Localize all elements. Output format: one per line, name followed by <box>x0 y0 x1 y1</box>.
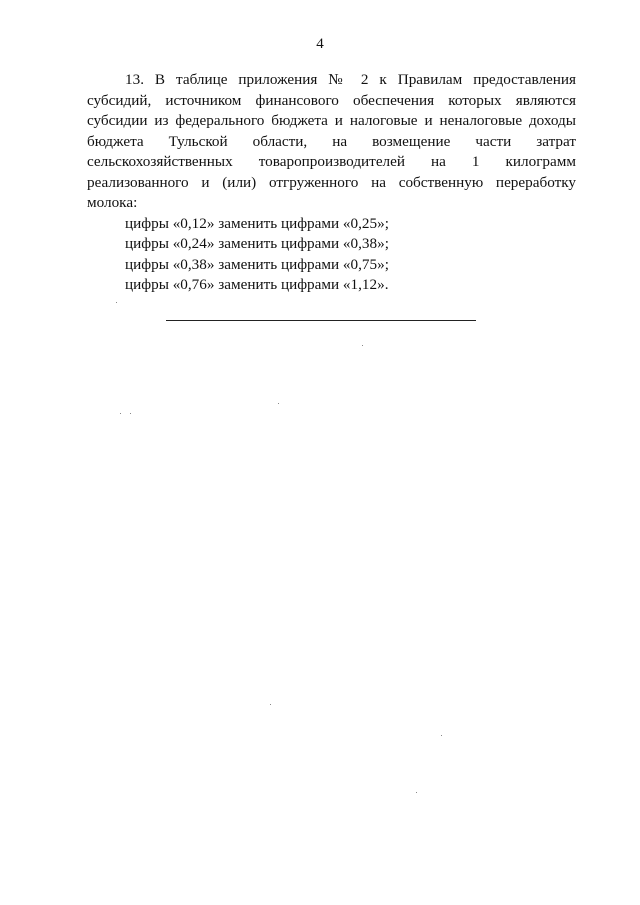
amendment-paragraph: 13. В таблице приложения № 2 к Правилам предоставления субсидий, источником финансового обеспечения которых являются субсидии из федерального бюджета и налоговые и неналоговые доходы бюджета Тульской области, на возмещение части затрат сельскохозяйственных товаропроизводителей на 1 килограмм реализованного и (или) отгруженного на собственную переработку молока: <box>87 71 576 211</box>
scan-speck <box>116 302 117 303</box>
scan-speck <box>362 345 363 346</box>
scan-speck <box>270 704 271 705</box>
end-separator-line <box>166 320 476 321</box>
page-number: 4 <box>316 36 324 52</box>
scan-speck <box>416 792 417 793</box>
replacement-item-2: цифры «0,24» заменить цифрами «0,38»; <box>125 235 389 252</box>
scan-speck <box>120 413 121 414</box>
replacement-item-4: цифры «0,76» заменить цифрами «1,12». <box>125 276 389 293</box>
scan-speck <box>278 403 279 404</box>
scan-speck <box>130 413 131 414</box>
replacement-item-3: цифры «0,38» заменить цифрами «0,75»; <box>125 255 389 273</box>
replacement-item-1: цифры «0,12» заменить цифрами «0,25»; <box>125 214 389 232</box>
scan-speck <box>441 735 442 736</box>
document-body <box>87 70 576 296</box>
